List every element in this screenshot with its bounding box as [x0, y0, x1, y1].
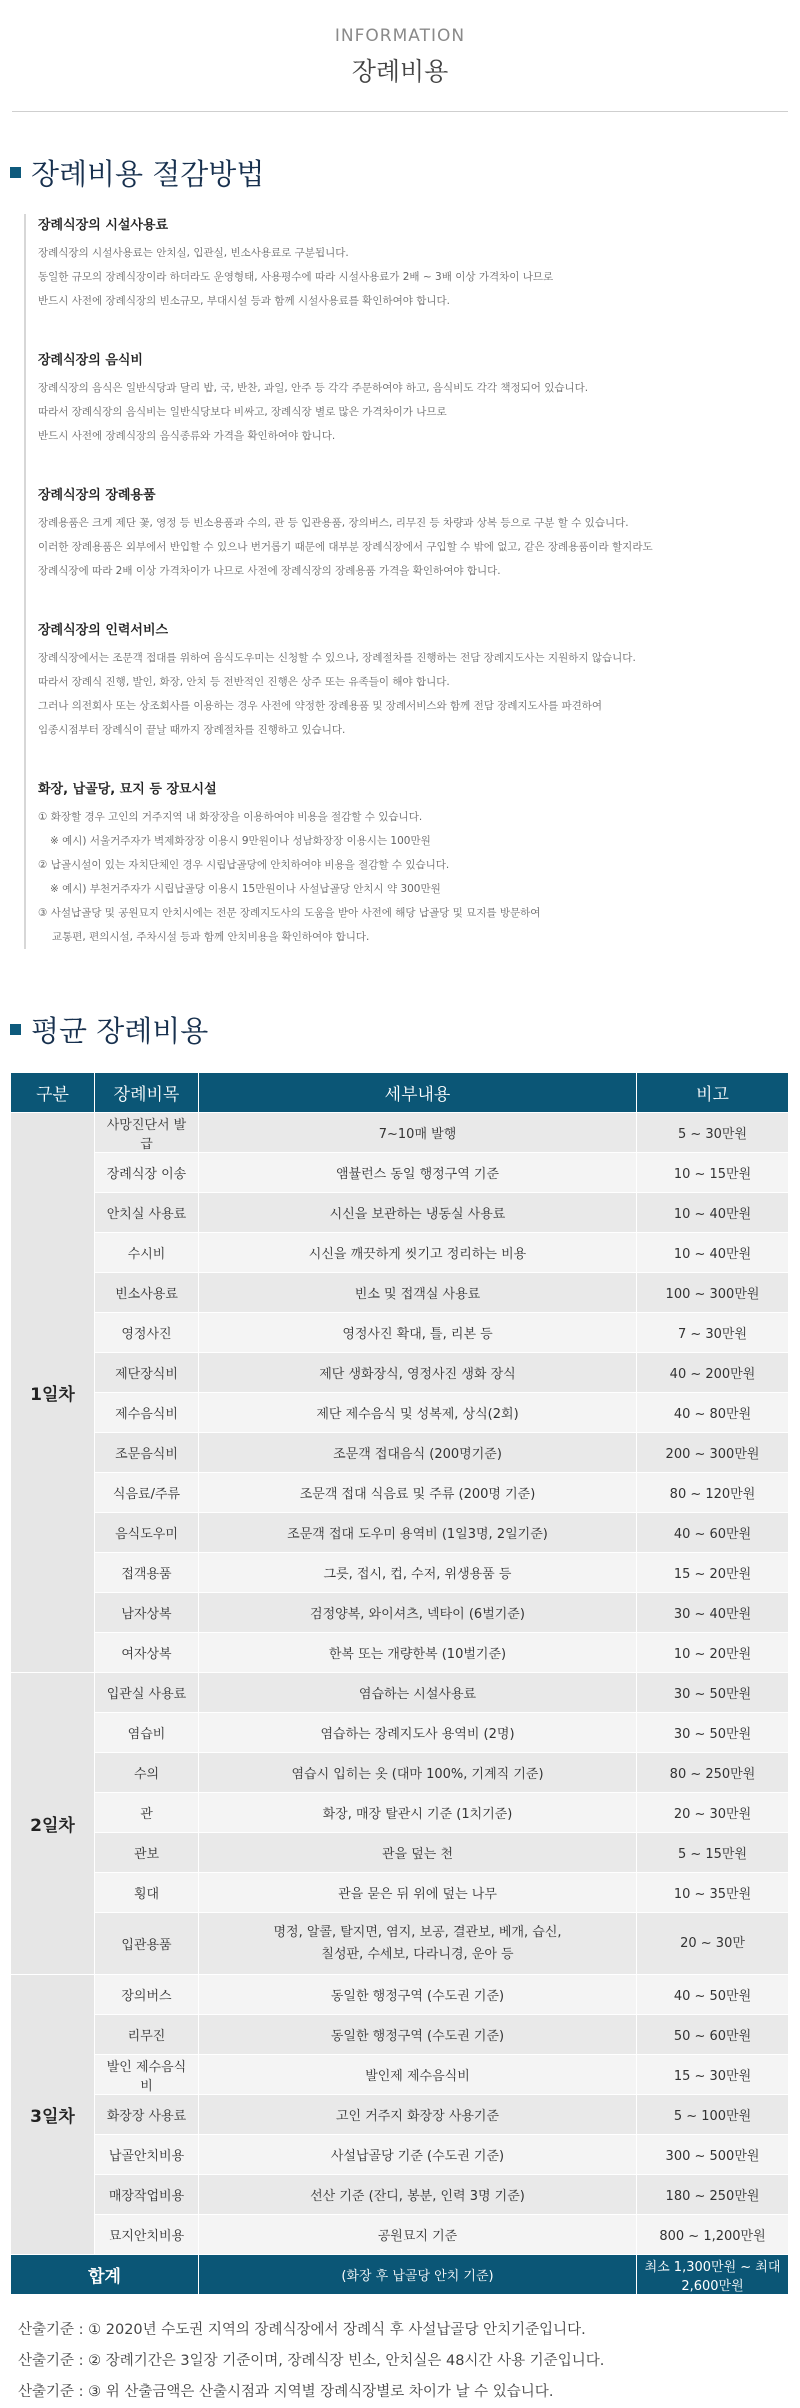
- table-row: [11, 1753, 789, 1793]
- tip-text: 장례식장의 음식은 일반식당과 달리 밥, 국, 반찬, 과일, 안주 등 각각 주문하여야 하고, 음식비도 각각 책정되어 있습니다.: [38, 382, 589, 394]
- detail-cell: 한복 또는 개량한복 (10벌기준): [199, 1633, 637, 1673]
- note-cell: 80 ~ 120만원: [637, 1473, 789, 1513]
- tip-text: 임종시점부터 장례식이 끝날 때까지 장례절차를 진행하고 있습니다.: [38, 724, 346, 736]
- tip-text: 장례식장에 따라 2배 이상 가격차이가 나므로 사전에 장례식장의 장례용품 가격을 확인하여야 합니다.: [38, 565, 501, 577]
- savings-tips: [24, 214, 800, 949]
- detail-cell: 염습하는 장례지도사 용역비 (2명): [199, 1713, 637, 1753]
- detail-cell: 조문객 접대 도우미 용역비 (1일3명, 2일기준): [199, 1513, 637, 1553]
- tip-heading: 화장, 납골당, 묘지 등 장묘시설: [38, 782, 217, 797]
- item-cell: 입관용품: [95, 1913, 199, 1975]
- detail-cell: 공원묘지 기준: [199, 2215, 637, 2255]
- note-cell: 30 ~ 50만원: [637, 1713, 789, 1753]
- table-row: [11, 1793, 789, 1833]
- item-cell: 장례식장 이송: [95, 1153, 199, 1193]
- table-row: [11, 1153, 789, 1193]
- square-bullet-icon: [10, 167, 21, 178]
- item-cell: 제수음식비: [95, 1393, 199, 1433]
- section-title-text: 장례비용 절감방법: [31, 156, 265, 191]
- total-row: [11, 2255, 789, 2295]
- detail-cell: 영정사진 확대, 틀, 리본 등: [199, 1313, 637, 1353]
- cost-table: [10, 1072, 789, 2295]
- table-row: [11, 1393, 789, 1433]
- table-row: [11, 1313, 789, 1353]
- table-row: [11, 1633, 789, 1673]
- table-header-row: [11, 1073, 789, 1113]
- note-cell: 10 ~ 40만원: [637, 1193, 789, 1233]
- detail-line: 칠성판, 수세보, 다라니경, 운아 등: [321, 1946, 514, 1962]
- item-cell: 매장작업비용: [95, 2175, 199, 2215]
- header-eyebrow: INFORMATION: [334, 26, 466, 46]
- note-cell: 30 ~ 50만원: [637, 1673, 789, 1713]
- tip-block: [38, 778, 800, 949]
- table-row: [11, 1873, 789, 1913]
- table-row: [11, 1353, 789, 1393]
- cost-table-body: [11, 1113, 789, 2255]
- note-cell: 20 ~ 30만원: [637, 1793, 789, 1833]
- page-header: [12, 0, 788, 112]
- item-cell: 장의버스: [95, 1975, 199, 2015]
- detail-cell: 그릇, 접시, 컵, 수저, 위생용품 등: [199, 1553, 637, 1593]
- footnote: 산출기준 : ③ 위 산출금액은 산출시점과 지역별 장례식장별로 차이가 날 수 있습니다.: [18, 2384, 554, 2400]
- table-row: [11, 2175, 789, 2215]
- note-cell: 100 ~ 300만원: [637, 1273, 789, 1313]
- note-cell: 300 ~ 500만원: [637, 2135, 789, 2175]
- item-cell: 입관실 사용료: [95, 1673, 199, 1713]
- table-row: [11, 1233, 789, 1273]
- item-cell: 리무진: [95, 2015, 199, 2055]
- detail-cell: [199, 1913, 637, 1975]
- item-cell: 조문음식비: [95, 1433, 199, 1473]
- detail-cell: 조문객 접대음식 (200명기준): [199, 1433, 637, 1473]
- tip-heading: 장례식장의 음식비: [38, 353, 143, 368]
- table-row: [11, 1553, 789, 1593]
- note-cell: 40 ~ 200만원: [637, 1353, 789, 1393]
- item-cell: 빈소사용료: [95, 1273, 199, 1313]
- item-cell: 영정사진: [95, 1313, 199, 1353]
- item-cell: 묘지안치비용: [95, 2215, 199, 2255]
- total-note: 최소 1,300만원 ~ 최대 2,600만원: [637, 2255, 789, 2295]
- tip-text: 따라서 장례식 진행, 발인, 화장, 안치 등 전반적인 진행은 상주 또는 유족들이 해야 합니다.: [38, 676, 450, 688]
- detail-cell: 검정양복, 와이셔츠, 넥타이 (6벌기준): [199, 1593, 637, 1633]
- note-cell: 7 ~ 30만원: [637, 1313, 789, 1353]
- tip-heading: 장례식장의 장례용품: [38, 488, 156, 503]
- tip-text: 그러나 의전회사 또는 상조회사를 이용하는 경우 사전에 약정한 장례용품 및 장례서비스와 함께 전담 장례지도사를 파견하여: [38, 700, 603, 712]
- tip-block: [38, 349, 800, 448]
- table-row: [11, 1433, 789, 1473]
- footnote: 산출기준 : ② 장례기간은 3일장 기준이며, 장례식장 빈소, 안치실은 48시간 사용 기준입니다.: [18, 2353, 605, 2369]
- detail-cell: 관을 묻은 뒤 위에 덮는 나무: [199, 1873, 637, 1913]
- detail-cell: 선산 기준 (잔디, 봉분, 인력 3명 기준): [199, 2175, 637, 2215]
- detail-cell: 염습시 입히는 옷 (대마 100%, 기계직 기준): [199, 1753, 637, 1793]
- tip-text: 교통편, 편의시설, 주차시설 등과 함께 안치비용을 확인하여야 합니다.: [52, 931, 370, 943]
- tip-text: 장례용품은 크게 제단 꽃, 영정 등 빈소용품과 수의, 관 등 입관용품, 장의버스, 리무진 등 차량과 상복 등으로 구분 할 수 있습니다.: [38, 517, 629, 529]
- detail-cell: 발인제 제수음식비: [199, 2055, 637, 2095]
- item-cell: 염습비: [95, 1713, 199, 1753]
- item-cell: 관보: [95, 1833, 199, 1873]
- detail-cell: 동일한 행정구역 (수도권 기준): [199, 1975, 637, 2015]
- item-cell: 수의: [95, 1753, 199, 1793]
- column-header-category: 구분: [11, 1073, 95, 1113]
- detail-cell: 염습하는 시설사용료: [199, 1673, 637, 1713]
- column-header-note: 비고: [637, 1073, 789, 1113]
- table-row: [11, 2215, 789, 2255]
- note-cell: 40 ~ 80만원: [637, 1393, 789, 1433]
- table-row: [11, 1273, 789, 1313]
- table-row: [11, 1913, 789, 1975]
- tip-text: 반드시 사전에 장례식장의 음식종류와 가격을 확인하여야 합니다.: [38, 430, 336, 442]
- tip-example-note: ※ 예시) 부천거주자가 시립납골당 이용시 15만원이나 사설납골당 안치시 약 300만원: [50, 883, 441, 895]
- item-cell: 안치실 사용료: [95, 1193, 199, 1233]
- tip-text: ① 화장할 경우 고인의 거주지역 내 화장장을 이용하여야 비용을 절감할 수 있습니다.: [38, 811, 423, 823]
- note-cell: 15 ~ 20만원: [637, 1553, 789, 1593]
- item-cell: 관: [95, 1793, 199, 1833]
- note-cell: 10 ~ 35만원: [637, 1873, 789, 1913]
- note-cell: 800 ~ 1,200만원: [637, 2215, 789, 2255]
- table-row: [11, 1593, 789, 1633]
- column-header-detail: 세부내용: [199, 1073, 637, 1113]
- detail-cell: 사설납골당 기준 (수도권 기준): [199, 2135, 637, 2175]
- note-cell: 5 ~ 100만원: [637, 2095, 789, 2135]
- tip-text: 장례식장의 시설사용료는 안치실, 입관실, 빈소사용료로 구분됩니다.: [38, 247, 349, 259]
- item-cell: 사망진단서 발급: [95, 1113, 199, 1153]
- item-cell: 음식도우미: [95, 1513, 199, 1553]
- table-row: [11, 2095, 789, 2135]
- section-title-text: 평균 장례비용: [31, 1013, 209, 1048]
- table-row: [11, 2015, 789, 2055]
- section-title-savings: [10, 152, 800, 192]
- tip-text: 장례식장에서는 조문객 접대를 위하여 음식도우미는 신청할 수 있으나, 장례절차를 진행하는 전담 장례지도사는 지원하지 않습니다.: [38, 652, 636, 664]
- table-row: [11, 1975, 789, 2015]
- tip-text: ③ 사설납골당 및 공원묘지 안치시에는 전문 장례지도사의 도움을 받아 사전에 해당 납골당 및 묘지를 방문하여: [38, 907, 541, 919]
- section-title-average-cost: [10, 1009, 800, 1049]
- item-cell: 남자상복: [95, 1593, 199, 1633]
- tip-example-note: ※ 예시) 서울거주자가 벽제화장장 이용시 9만원이나 성남화장장 이용시는 100만원: [50, 835, 431, 847]
- note-cell: 10 ~ 15만원: [637, 1153, 789, 1193]
- detail-cell: 빈소 및 접객실 사용료: [199, 1273, 637, 1313]
- tip-text: 따라서 장례식장의 음식비는 일반식당보다 비싸고, 장례식장 별로 많은 가격차이가 나므로: [38, 406, 447, 418]
- total-label: 합계: [11, 2255, 199, 2295]
- tip-text: 이러한 장례용품은 외부에서 반입할 수 있으나 번거롭기 때문에 대부분 장례식장에서 구입할 수 밖에 없고, 같은 장례용품이라 할지라도: [38, 541, 653, 553]
- note-cell: 50 ~ 60만원: [637, 2015, 789, 2055]
- item-cell: 제단장식비: [95, 1353, 199, 1393]
- item-cell: 여자상복: [95, 1633, 199, 1673]
- table-row: [11, 1113, 789, 1153]
- page-title: 장례비용: [351, 57, 449, 86]
- detail-line: 명정, 알콜, 탈지면, 염지, 보공, 결관보, 베개, 습신,: [273, 1924, 562, 1940]
- detail-cell: 제단 제수음식 및 성복제, 상식(2회): [199, 1393, 637, 1433]
- item-cell: 발인 제수음식비: [95, 2055, 199, 2095]
- detail-cell: 시신을 깨끗하게 씻기고 정리하는 비용: [199, 1233, 637, 1273]
- detail-cell: 제단 생화장식, 영정사진 생화 장식: [199, 1353, 637, 1393]
- detail-cell: 7~10매 발행: [199, 1113, 637, 1153]
- detail-cell: 조문객 접대 식음료 및 주류 (200명 기준): [199, 1473, 637, 1513]
- note-cell: 10 ~ 20만원: [637, 1633, 789, 1673]
- detail-cell: 화장, 매장 탈관시 기준 (1치기준): [199, 1793, 637, 1833]
- tip-heading: 장례식장의 시설사용료: [38, 218, 169, 233]
- note-cell: 5 ~ 30만원: [637, 1113, 789, 1153]
- tip-block: [38, 619, 800, 742]
- item-cell: 화장장 사용료: [95, 2095, 199, 2135]
- day-cell: 2일차: [11, 1673, 95, 1975]
- tip-heading: 장례식장의 인력서비스: [38, 623, 169, 638]
- table-row: [11, 1673, 789, 1713]
- note-cell: 20 ~ 30만: [637, 1913, 789, 1975]
- note-cell: 80 ~ 250만원: [637, 1753, 789, 1793]
- footnote: 산출기준 : ① 2020년 수도권 지역의 장례식장에서 장례식 후 사설납골당 안치기준입니다.: [18, 2322, 586, 2338]
- detail-cell: 관을 덮는 천: [199, 1833, 637, 1873]
- tip-text: 동일한 규모의 장례식장이라 하더라도 운영형태, 사용평수에 따라 시설사용료가 2배 ~ 3배 이상 가격차이 나므로: [38, 271, 554, 283]
- table-row: [11, 1833, 789, 1873]
- tip-text: 반드시 사전에 장례식장의 빈소규모, 부대시설 등과 함께 시설사용료를 확인하여야 합니다.: [38, 295, 451, 307]
- tip-block: [38, 484, 800, 583]
- item-cell: 식음료/주류: [95, 1473, 199, 1513]
- note-cell: 40 ~ 60만원: [637, 1513, 789, 1553]
- item-cell: 횡대: [95, 1873, 199, 1913]
- note-cell: 40 ~ 50만원: [637, 1975, 789, 2015]
- table-row: [11, 1513, 789, 1553]
- detail-cell: 동일한 행정구역 (수도권 기준): [199, 2015, 637, 2055]
- note-cell: 10 ~ 40만원: [637, 1233, 789, 1273]
- column-header-item: 장례비목: [95, 1073, 199, 1113]
- detail-cell: 앰뷸런스 동일 행정구역 기준: [199, 1153, 637, 1193]
- day-cell: 1일차: [11, 1113, 95, 1673]
- tip-text: ② 납골시설이 있는 자치단체인 경우 시립납골당에 안치하여야 비용을 절감할 수 있습니다.: [38, 859, 450, 871]
- table-row: [11, 1713, 789, 1753]
- item-cell: 납골안치비용: [95, 2135, 199, 2175]
- note-cell: 180 ~ 250만원: [637, 2175, 789, 2215]
- detail-cell: 시신을 보관하는 냉동실 사용료: [199, 1193, 637, 1233]
- table-row: [11, 2055, 789, 2095]
- note-cell: 5 ~ 15만원: [637, 1833, 789, 1873]
- item-cell: 접객용품: [95, 1553, 199, 1593]
- tip-block: [38, 214, 800, 313]
- table-row: [11, 1193, 789, 1233]
- note-cell: 15 ~ 30만원: [637, 2055, 789, 2095]
- day-cell: 3일차: [11, 1975, 95, 2255]
- footnotes: [18, 2315, 800, 2408]
- detail-cell: 고인 거주지 화장장 사용기준: [199, 2095, 637, 2135]
- total-detail: (화장 후 납골당 안치 기준): [199, 2255, 637, 2295]
- square-bullet-icon: [10, 1024, 21, 1035]
- note-cell: 30 ~ 40만원: [637, 1593, 789, 1633]
- table-row: [11, 2135, 789, 2175]
- note-cell: 200 ~ 300만원: [637, 1433, 789, 1473]
- table-row: [11, 1473, 789, 1513]
- item-cell: 수시비: [95, 1233, 199, 1273]
